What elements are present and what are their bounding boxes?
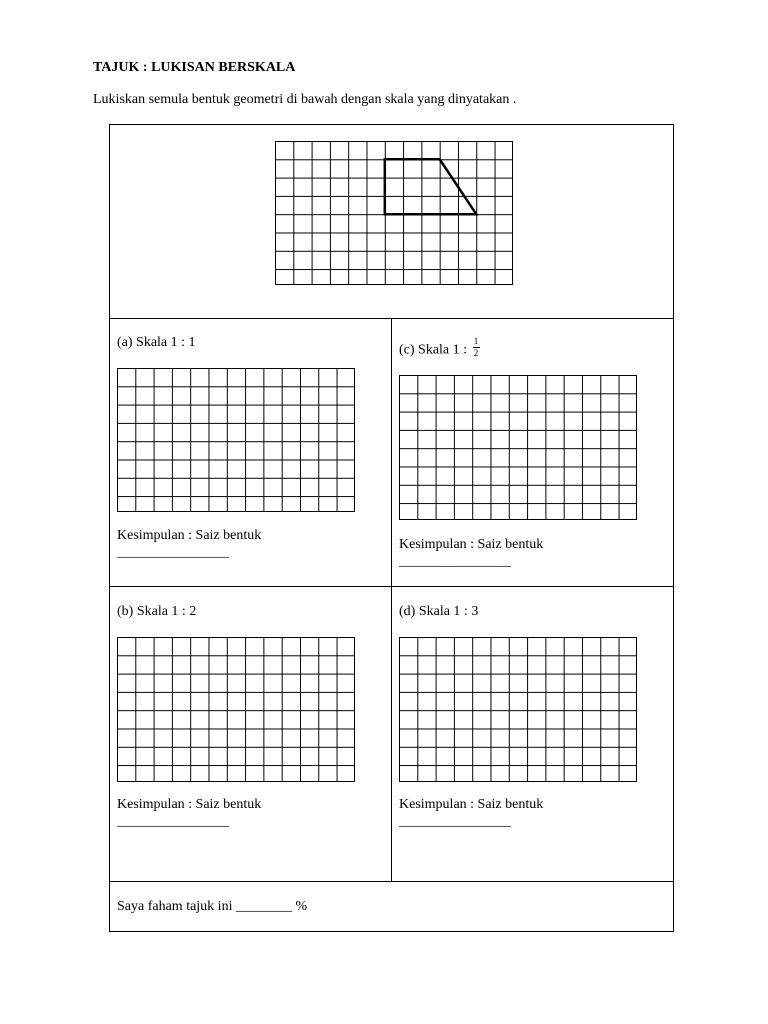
fraction-numerator: 1 bbox=[473, 336, 479, 346]
section-b-answer-blank: ________________ bbox=[117, 814, 229, 829]
section-c-label-text: (c) Skala 1 : bbox=[399, 342, 471, 358]
divider-middle bbox=[110, 586, 674, 587]
understanding-statement: Saya faham tajuk ini ________ % bbox=[117, 899, 308, 914]
fraction-denominator: 2 bbox=[473, 348, 479, 358]
divider-vertical bbox=[391, 318, 392, 881]
section-a-answer-blank: ________________ bbox=[117, 545, 229, 560]
section-b-conclusion: Kesimpulan : Saiz bentuk bbox=[117, 797, 262, 812]
divider-bottom bbox=[110, 881, 674, 882]
section-a-label: (a) Skala 1 : 1 bbox=[117, 335, 196, 350]
reference-trapezoid bbox=[275, 141, 513, 285]
page-title: TAJUK : LUKISAN BERSKALA bbox=[93, 60, 296, 75]
section-a-grid bbox=[117, 368, 355, 512]
divider-top bbox=[110, 318, 674, 319]
section-d-grid bbox=[399, 637, 637, 782]
section-b-grid bbox=[117, 637, 355, 782]
section-b-label: (b) Skala 1 : 2 bbox=[117, 604, 197, 619]
section-c-grid bbox=[399, 375, 637, 520]
section-d-answer-blank: ________________ bbox=[399, 814, 511, 829]
section-d-conclusion: Kesimpulan : Saiz bentuk bbox=[399, 797, 544, 812]
instruction-text: Lukiskan semula bentuk geometri di bawah dengan skala yang dinyatakan . bbox=[93, 92, 517, 107]
section-a-conclusion: Kesimpulan : Saiz bentuk bbox=[117, 528, 262, 543]
section-c-conclusion: Kesimpulan : Saiz bentuk bbox=[399, 537, 544, 552]
section-c-label bbox=[399, 336, 480, 361]
section-c-answer-blank: ________________ bbox=[399, 554, 511, 569]
reference-grid bbox=[275, 141, 513, 285]
section-d-label: (d) Skala 1 : 3 bbox=[399, 604, 479, 619]
section-c-fraction bbox=[473, 337, 480, 358]
